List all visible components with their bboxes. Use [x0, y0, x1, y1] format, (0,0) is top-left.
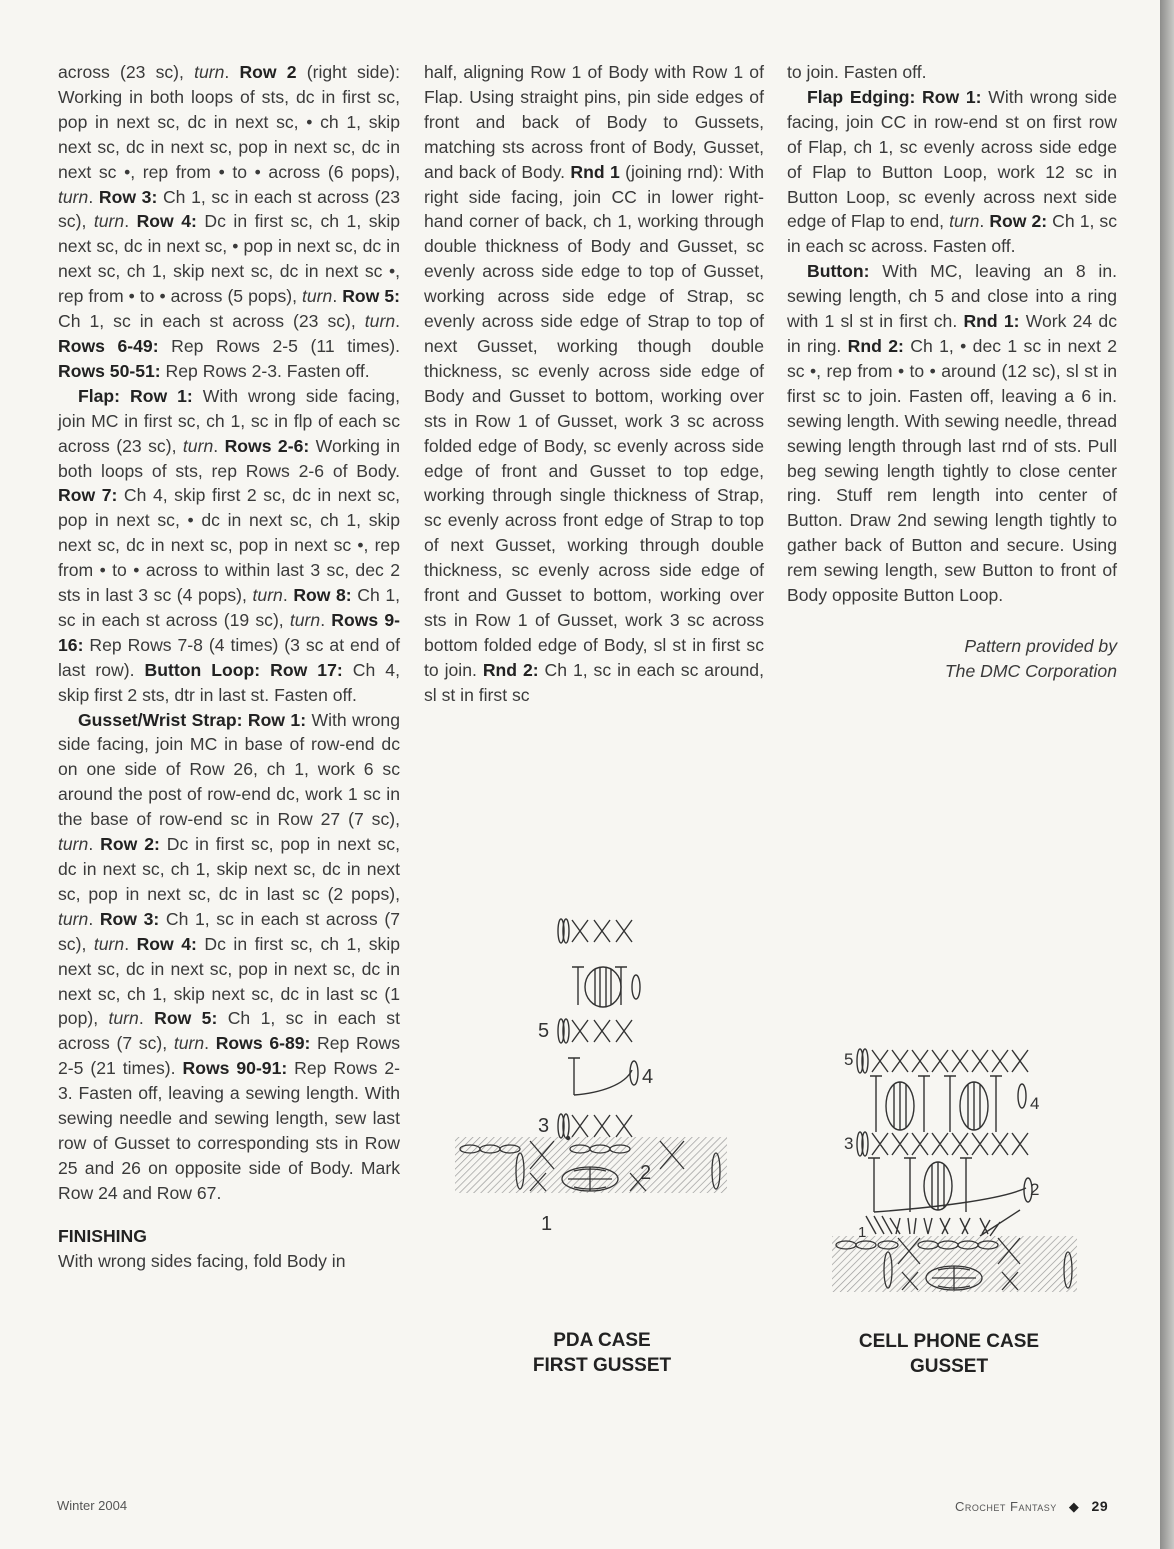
cell-phone-gusset-diagram — [830, 1040, 1080, 1320]
cell-stitch-row-5 — [857, 1049, 1028, 1073]
pda-gusset-diagram — [450, 905, 740, 1225]
stitch-row-5 — [558, 919, 632, 943]
chain-arc — [574, 1070, 632, 1095]
pda-row-label-1: 1 — [541, 1213, 553, 1235]
flap-paragraph: Flap: Row 1: With wrong side facing, join MC in first sc, ch 1, sc in flp of each sc across (23 sc), turn. Rows 2-6: Working in both loops of sts, rep Rows 2-6 of Body. Row 7: Ch 4, skip first 2 sc, dc in next sc, pop in next sc, • dc in next sc, ch 1, skip next sc, dc in next sc, pop in next sc •, rep from • to • across to within last 3 sc, dec 2 sts in last 3 sc (4 pops), turn. Row 8: Ch 1, sc in each st across (19 sc), turn. Rows 9-16: Rep Rows 7-8 (4 times) (3 sc at end of last row). Button Loop: Row 17: Ch 4, skip first 2 sts, dtr in last st. Fasten off. — [58, 385, 400, 705]
cell-stitch-row-1 — [866, 1210, 1020, 1236]
pda-diagram-caption: PDA CASE FIRST GUSSET — [532, 1330, 672, 1376]
pda-row-label-5: 5 — [538, 1020, 550, 1042]
cell-row-label-5: 5 — [844, 1050, 854, 1069]
footer-magazine: Crochet Fantasy ◆ 29 — [955, 1498, 1109, 1514]
finishing-heading: FINISHING — [58, 1225, 147, 1246]
text-column-3 — [787, 60, 1117, 684]
start-dot — [566, 1136, 570, 1140]
stitch-row-1 — [558, 1114, 632, 1138]
text-column-1 — [58, 60, 400, 1274]
assembly-paragraph: half, aligning Row 1 of Body with Row 1 of Flap. Using straight pins, pin side edges of front and back of Body to Gussets, matching sts across front of Body, Gusset, and back of Body. Rnd 1 (joining rnd): With right side facing, join CC in lower right-hand corner of back, ch 1, working through double thickness of Body and Gusset, sc evenly across side edge to top of Gusset, working across side edge of Strap, sc evenly across side edge of Strap to top of next Gusset, working though double thickness, sc evenly across side edge of Body and Gusset to bottom, working over sts in Row 1 of Gusset, work 3 sc across folded edge of Body, sc evenly across side edge of front and Gusset to top edge, working through single thickness of Strap, sc evenly across front edge of Strap to top of next Gusset, working through double thickness, sc evenly across side edge of front and Gusset to bottom, working over sts in Row 1 of Gusset, work 3 sc across bottom folded edge of Body, sl st in first sc to join. Rnd 2: Ch 1, sc in each sc around, sl st in first sc — [424, 62, 764, 705]
text-column-2 — [424, 60, 764, 708]
pda-side-label-2: 2 — [640, 1162, 652, 1184]
join-text: to join. Fasten off. — [787, 62, 927, 82]
cell-side-label-4: 4 — [1030, 1094, 1040, 1113]
footer-diamond-icon: ◆ — [1068, 1499, 1080, 1514]
cell-side-label-2: 2 — [1030, 1180, 1040, 1199]
pda-side-label-4: 4 — [642, 1066, 654, 1088]
gusset-paragraph: Gusset/Wrist Strap: Row 1: With wrong side facing, join MC in base of row-end dc on one side of Row 26, ch 1, work 6 sc around the post of row-end dc, work 1 sc in the base of row-end sc in Row 27 (7 sc), turn. Row 2: Dc in first sc, pop in next sc, dc in next sc, ch 1, skip next sc, dc in next sc, pop in next sc, dc in last sc (2 pops), turn. Row 3: Ch 1, sc in each st across (7 sc), turn. Row 4: Dc in first sc, ch 1, skip next sc, dc in next sc, pop in next sc, dc in next sc, ch 1, skip next sc, dc in last sc (1 pop), turn. Row 5: Ch 1, sc in each st across (7 sc), turn. Rows 6-89: Rep Rows 2-5 (21 times). Rows 90-91: Rep Rows 2-3. Fasten off, leaving a sewing length. With sewing needle and sewing length, sew last row of Gusset to corresponding sts in Row 25 and 26 on opposite side of Body. Mark Row 24 and Row 67. — [58, 709, 401, 1203]
stitch-row-2-dc — [568, 1058, 580, 1095]
button-paragraph: Button: With MC, leaving an 8 in. sewing length, ch 5 and close into a ring with 1 sl st in first ch. Rnd 1: Work 24 dc in ring. Rnd 2: Ch 1, • dec 1 sc in next 2 sc •, rep from • to • around (12 sc), sl st in first sc to join. Fasten off, leaving a 6 in. sewing length. With sewing needle, thread sewing length through last rnd of sts. Pull beg sewing length tightly to close center ring. Stuff rem length into center of Button. Draw 2nd sewing length tightly to gather back of Button and secure. Using rem sewing length, sew Button to front of Body opposite Button Loop. — [787, 261, 1118, 606]
cell-row-label-3: 3 — [844, 1134, 854, 1153]
page-edge-shadow — [1160, 0, 1174, 1549]
cell-stitch-row-3 — [857, 1132, 1028, 1156]
body-rows-paragraph: across (23 sc), turn. Row 2 (right side): Working in both loops of sts, dc in first sc, pop in next sc, dc in next sc, • ch 1, skip next sc, dc in next sc, pop in next sc, dc in next sc •, rep from • to • across (6 pops), turn. Row 3: Ch 1, sc in each st across (23 sc), turn. Row 4: Dc in first sc, ch 1, skip next sc, dc in next sc, • pop in next sc, dc in next sc, ch 1, skip next sc, dc in next sc •, rep from • to • across (5 pops), turn. Row 5: Ch 1, sc in each st across (23 sc), turn. Rows 6-49: Rep Rows 2-5 (11 times). Rows 50-51: Rep Rows 2-3. Fasten off. — [58, 62, 401, 381]
chain-loop — [630, 1061, 638, 1085]
stitch-row-4-popcorn — [572, 967, 640, 1007]
pattern-credit: Pattern provided by The DMC Corporation — [944, 635, 1117, 681]
cell-stitch-row-4 — [870, 1076, 1026, 1132]
cell-diagram-caption: CELL PHONE CASE GUSSET — [858, 1331, 1040, 1377]
flap-edging-paragraph: Flap Edging: Row 1: With wrong side facing, join CC in row-end st on first row of Flap, ch 1, sc evenly across side edge of Flap to Button Loop, work 12 sc in Button Loop, sc evenly across next side edge of Flap to end, turn. Row 2: Ch 1, sc in each sc across. Fasten off. — [787, 86, 1117, 257]
finishing-text: With wrong sides facing, fold Body in — [58, 1250, 346, 1271]
stitch-row-3 — [558, 1019, 632, 1043]
pda-row-label-3: 3 — [538, 1115, 550, 1137]
cell-row-label-1: 1 — [858, 1224, 867, 1241]
footer-issue: Winter 2004 — [57, 1498, 128, 1513]
cell-stitch-row-2 — [868, 1158, 1032, 1212]
page-number: 29 — [1091, 1498, 1109, 1514]
